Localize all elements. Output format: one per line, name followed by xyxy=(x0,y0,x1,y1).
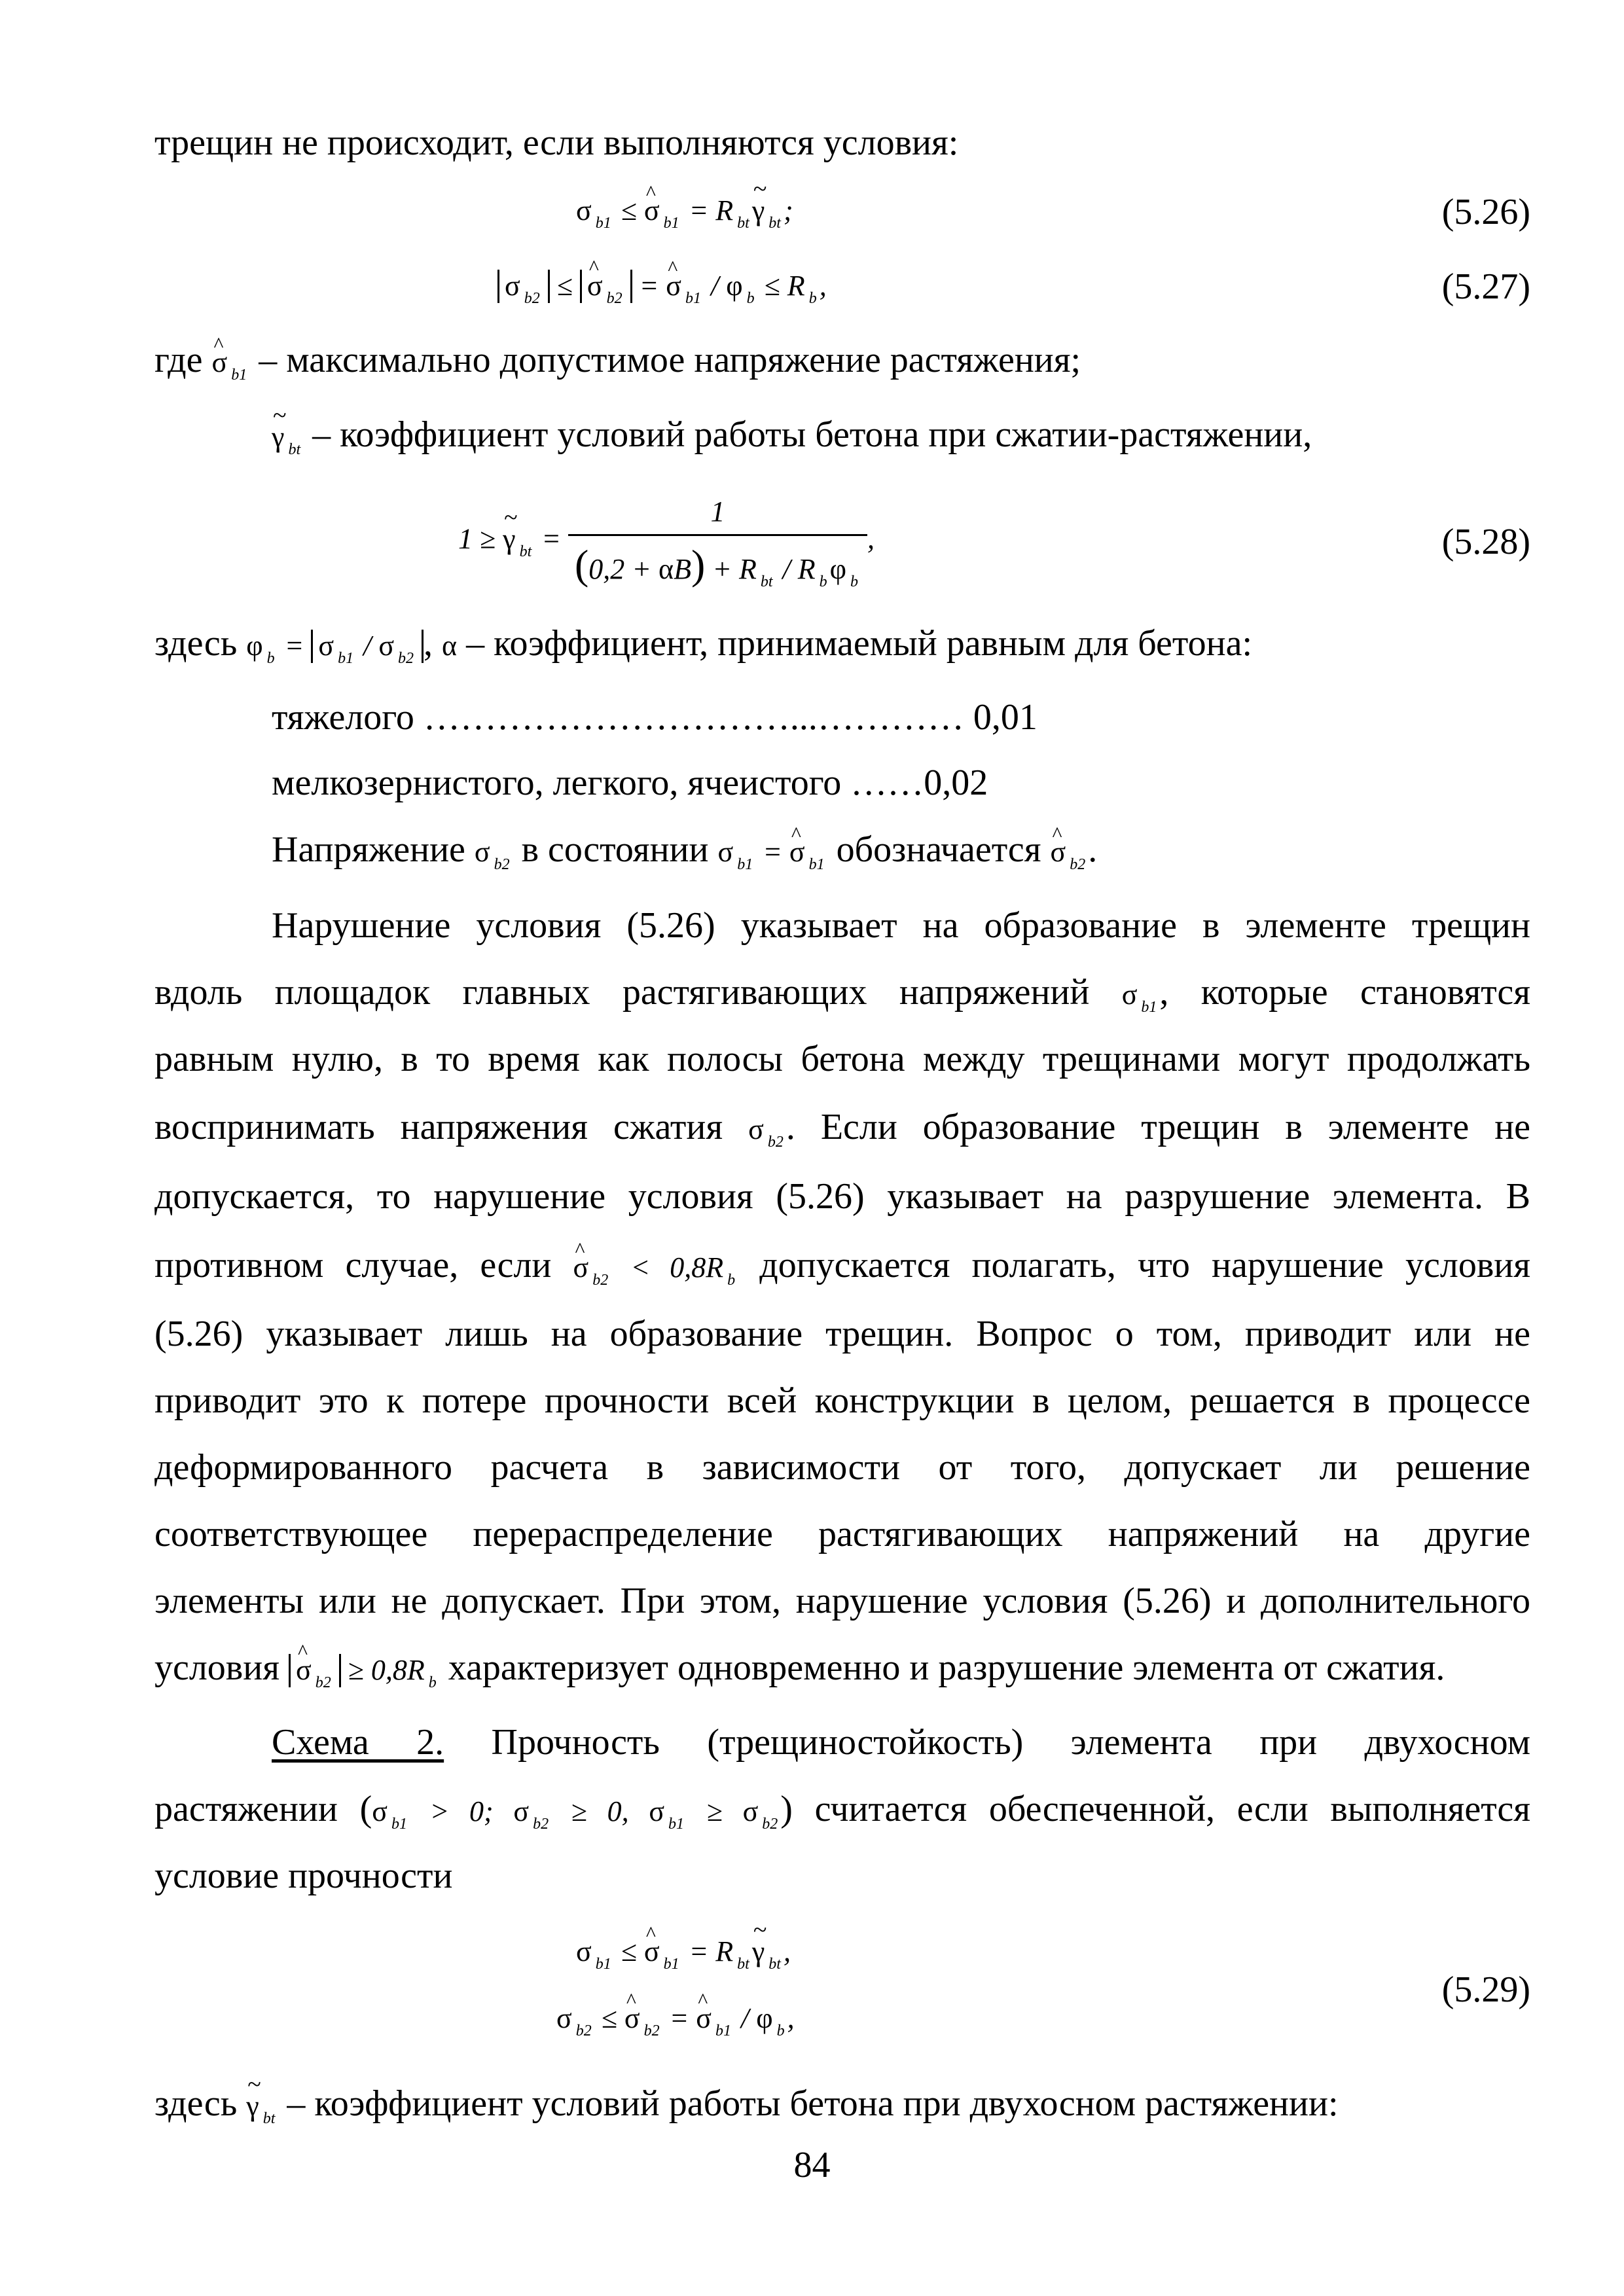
formula-5-29-b: σ $_{b2}$ ≤ ^ σ $_{b2}$ = ^ σ $_{b1}$ / φ $_b$, xyxy=(556,2004,795,2033)
formula-5-28: 1 ≥ ~ γ $_{bt}$ = $\frac{1}{(0,2 + \alpha B) + R _{bt} / R _b\varphi _b}$ , xyxy=(458,497,875,586)
text-line: вдоль площадок главных растягивающих напряжений σ $_{b1}$, которые становятся xyxy=(154,972,1531,1016)
equation-number: (5.27) xyxy=(1441,266,1530,307)
formula-5-27: σ $_{b2}$ ≤ ^ σ $_{b2}$ = ^ σ $_{b1}$ / φ $_b$ ≤ R $_b$, xyxy=(497,270,827,303)
text-line: здесь φ $_b$ = σ $_{b1}$ / σ $_{b2}$ , α – коэффициент, принимаемый равным для бетона: xyxy=(154,623,1253,667)
text-line: Нарушение условия (5.26) указывает на образование в элементе трещин xyxy=(272,905,1530,946)
text-line: трещин не происходит, если выполняются условия: xyxy=(154,122,959,163)
text-line: соответствующее перераспределение растягивающих напряжений на другие xyxy=(154,1514,1530,1554)
text-line: мелкозернистого, легкого, ячеистого ……0,02 xyxy=(272,762,988,803)
text-line: условия ^ σ $_{b2}$ ≥ 0,8R $_b$ характеризует одновременно и разрушение элемента от сжатия. xyxy=(154,1649,1445,1687)
equation-number: (5.29) xyxy=(1441,1969,1530,2010)
text-line: (5.26) указывает лишь на образование трещин. Вопрос о том, приводит или не xyxy=(154,1314,1530,1354)
page-number: 84 xyxy=(793,2145,831,2185)
text-line: противном случае, если ^ σ $_{b2}$ < 0,8R $_b$ допускается полагать, что нарушение условия xyxy=(154,1247,1530,1283)
text-line: растяжении (σ $_{b1}$ > 0; σ $_{b2}$ ≥ 0, σ $_{b1}$ ≥ σ $_{b2}$) считается обеспеченной, если выполняется xyxy=(154,1789,1531,1833)
text-line: элементы или не допускает. При этом, нарушение условия (5.26) и дополнительного xyxy=(154,1581,1530,1621)
text-line: приводит это к потере прочности всей конструкции в целом, решается в процессе xyxy=(154,1380,1530,1421)
equation-number: (5.26) xyxy=(1441,192,1530,232)
text-line: Напряжение σ $_{b2}$ в состоянии σ $_{b1}$ = ^ σ $_{b1}$ обозначается ^ σ $_{b2}$. xyxy=(272,831,1097,868)
text-line: деформированного расчета в зависимости от того, допускает ли решение xyxy=(154,1447,1530,1488)
formula-5-26: σ $_{b1}$ ≤ ^ σ $_{b1}$ = R $_{bt}$~ γ $_{bt}$; xyxy=(576,196,793,225)
scheme-title: Схема 2. xyxy=(272,1722,444,1763)
text-line: где ^ σ $_{b1}$ – максимально допустимое напряжение растяжения; xyxy=(154,342,1081,378)
text-line: здесь ~ γ $_{bt}$ – коэффициент условий работы бетона при двухосном растяжении: xyxy=(154,2085,1339,2122)
text-line: Схема 2. Прочность (трещиностойкость) элемента при двухосном xyxy=(272,1722,1531,1763)
formula-5-29-a: σ $_{b1}$ ≤ ^ σ $_{b1}$ = R $_{bt}$~ γ $_{bt}$, xyxy=(576,1937,791,1966)
text-line: равным нулю, в то время как полосы бетона между трещинами могут продолжать xyxy=(154,1039,1530,1079)
text-line: воспринимать напряжения сжатия σ $_{b2}$. Если образование трещин в элементе не xyxy=(154,1107,1531,1151)
equation-number: (5.28) xyxy=(1441,522,1530,562)
text-line: ~ γ $_{bt}$ – коэффициент условий работы бетона при сжатии-растяжении, xyxy=(272,416,1312,453)
text-line: тяжелого …………………………...………… 0,01 xyxy=(272,697,1038,738)
text-line: допускается, то нарушение условия (5.26) указывает на разрушение элемента. В xyxy=(154,1176,1530,1217)
text-line: условие прочности xyxy=(154,1856,453,1896)
